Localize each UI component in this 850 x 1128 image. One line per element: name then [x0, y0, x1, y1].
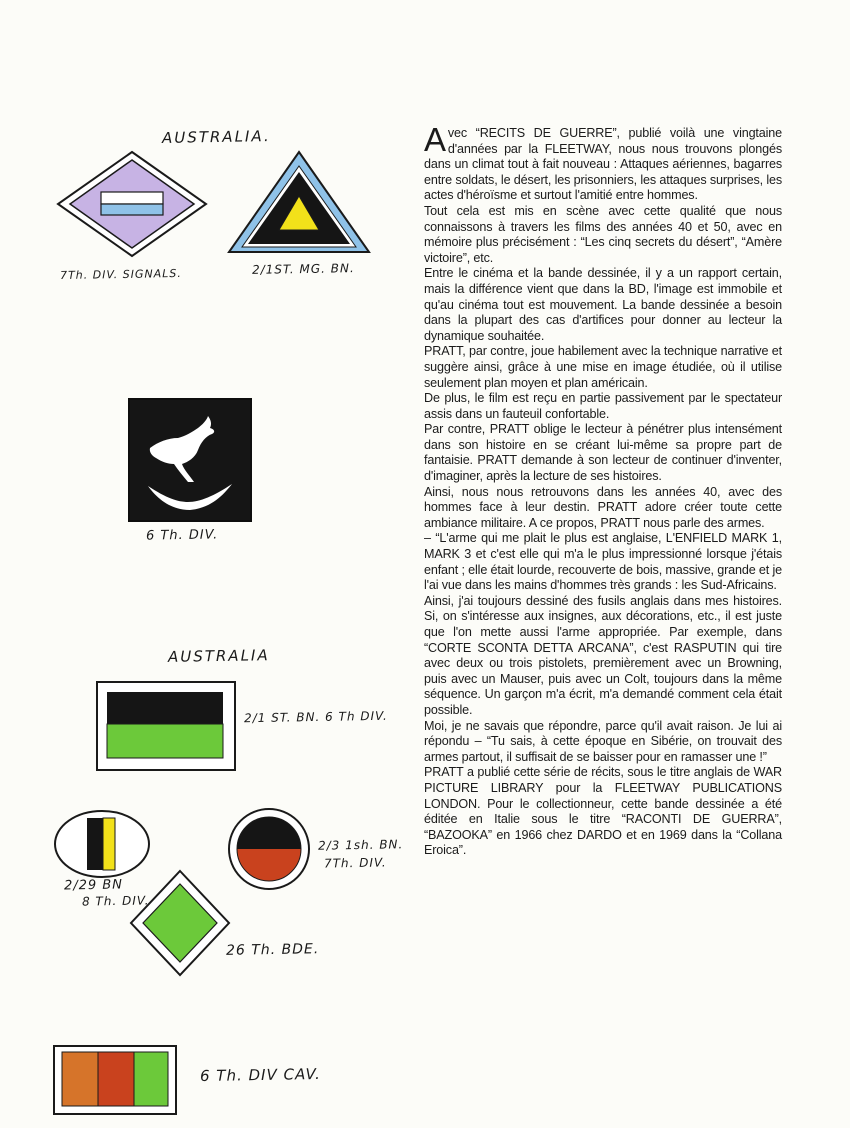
badge-7th-div-signals [52, 148, 212, 260]
article-paragraph-11: PRATT a publié cette série de récits, sous le titre anglais de WAR PICTURE LIBRARY pour la FLEETWAY PUBLICATIONS LONDON. Pour le collectionneur, cette bande dessinée a été éditée en Italie sous le titre “RACONTI DE GUERRA”, “BAZOOKA” en 1966 chez DARDO et en 1969 dans la “Collana Eroica”. [424, 765, 782, 858]
label-26th-bde: 26 Th. BDE. [225, 941, 320, 959]
article-paragraph-1: Avec “RECITS DE GUERRE”, publié voilà une vingtaine d'années par la FLEETWAY, nous nous trouvons plongés dans un climat tout à fait nouveau : Attaques aériennes, bagarres entre soldats, le désert, les prisonniers, les attaques surprises, les actes d'héroïsme et surtout l'amitié entre hommes. [424, 121, 782, 203]
label-6th-div: 6 Th. DIV. [145, 527, 219, 544]
article-paragraph-7: Ainsi, nous nous retrouvons dans les années 40, avec des hommes face à leur destin. PRATT adore créer toute cette ambiance militaire. A ce propos, PRATT nous parle des armes. [424, 484, 782, 530]
label-2-29-bn-line1: 2/29 BN [63, 877, 124, 894]
badge-6th-div-cav [52, 1044, 178, 1116]
article-paragraph-4: PRATT, par contre, joue habilement avec la technique narrative et suggère ainsi, grâce à une mise en image étudiée, où il utilise seulement plan moyen et plan américain. [424, 344, 782, 390]
australia-heading-mid: AUSTRALIA [167, 646, 270, 666]
label-2-29-bn-line2: 8 Th. DIV. [81, 893, 150, 909]
label-2-1st-bn-6th-div: 2/1 ST. BN. 6 Th DIV. [243, 708, 388, 726]
article-text [424, 121, 782, 859]
label-6th-div-cav: 6 Th. DIV CAV. [199, 1064, 321, 1086]
article-paragraph-10: Moi, je ne savais que répondre, parce qu'il avait raison. Je lui ai répondu – “Tu sais, à cette époque en Sibérie, on trouvait des armes partout, il suffisait de se baisser pour en ramasser une !” [424, 718, 782, 764]
drop-cap: A [424, 121, 446, 158]
article-paragraph-6: Par contre, PRATT oblige le lecteur à pénétrer plus intensément dans son histoire en se créant lui-même sa propre part de fantaisie. PRATT demande à son lecteur de continuer d'inventer, d'imaginer, après la lecture de ses histoires. [424, 422, 782, 484]
badge-2-3-bn-7th-div [226, 806, 312, 892]
article-paragraph-9: Ainsi, j'ai toujours dessiné des fusils anglais dans mes histoires. Si, on s'intéresse aux insignes, aux décorations, etc., il est juste que l'on mette aussi l'arme appropriée. Par exemple, dans “CORTE SCONTA DETTA ARCANA”, c'est RASPUTIN qui tire avec deux ou trois pistolets, premièrement avec un Browning, puis avec un Mauser, puis avec un Colt, toujours dans la même séquence. Un garçon m'a écrit, m'a demandé comment cela était possible. [424, 593, 782, 717]
label-2-3-bn-line2: 7Th. DIV. [323, 855, 387, 871]
article-paragraph-2: Tout cela est mis en scène avec cette qualité que nous connaissons à travers les films des années 40 et 50, avec en mémoire plus précisément : “Les cinq secrets du désert”, “Amère victoire”, etc. [424, 203, 782, 265]
badge-2-1st-bn-6th-div [95, 680, 237, 772]
badge-6th-div [128, 398, 252, 524]
australia-heading-top: AUSTRALIA. [161, 127, 271, 147]
label-2-3-bn-line1: 2/3 1sh. BN. [317, 837, 404, 853]
article-paragraph-5: De plus, le film est reçu en partie passivement par le spectateur assis dans un fauteuil confortable. [424, 391, 782, 421]
label-7th-div-signals: 7Th. DIV. SIGNALS. [59, 266, 182, 283]
article-paragraph-8: – “L'arme qui me plait le plus est anglaise, L'ENFIELD MARK 1, MARK 3 et c'est elle qui m'a le plus impressionné lorsque j'étais enfant ; elle était lourde, recouverte de bois, massive, grande et je l'ai vue dans les mains d'hommes très grands : les Sud-Africains. [424, 531, 782, 593]
label-2-1st-mg-bn: 2/1ST. MG. BN. [251, 261, 355, 277]
badge-26th-bde [128, 868, 232, 978]
article-paragraph-3: Entre le cinéma et la bande dessinée, il y a un rapport certain, mais la différence vient que dans la BD, l'image est immobile et qu'au cinéma tout est mouvement. La bande dessinée a besoin dans la plupart des cas d'artifices pour donner au lecteur la dynamique souhaitée. [424, 266, 782, 343]
badge-2-1st-mg-bn [226, 148, 376, 258]
